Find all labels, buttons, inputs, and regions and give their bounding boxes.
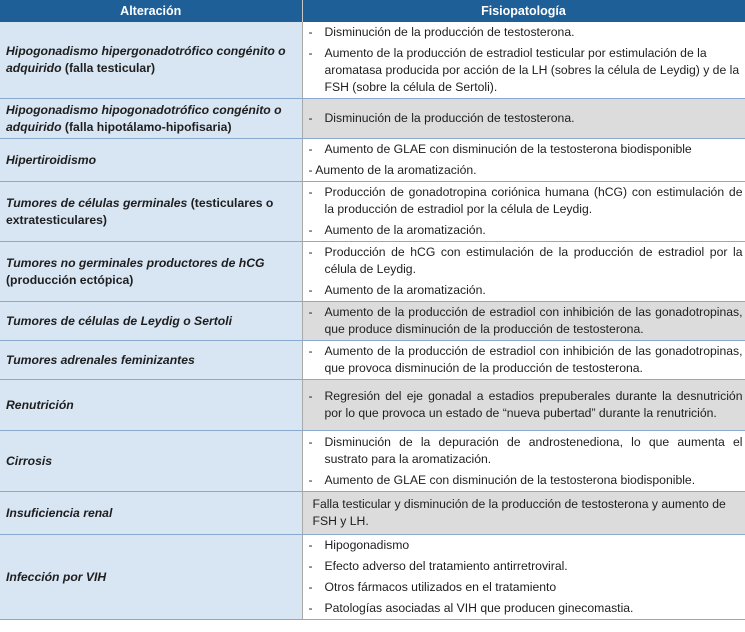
list-item-text: Aumento de la producción de estradiol con inhibición de las gonadotropinas, que produce disminución de la producción de testosterona.	[324, 305, 743, 336]
list-item	[303, 242, 745, 280]
list-item-text: Disminución de la producción de testosterona.	[324, 25, 575, 39]
bullet-dash: -	[308, 223, 313, 237]
list-item-text: Aumento de la aromatización.	[324, 283, 486, 297]
fisiopatologia-list	[303, 386, 745, 424]
list-item-text: Disminución de la producción de testosterona.	[324, 111, 575, 125]
bullet-dash: -	[308, 283, 313, 297]
table-row	[0, 492, 745, 535]
list-item	[303, 182, 745, 220]
list-item	[303, 139, 745, 160]
bullet-dash: -	[308, 245, 313, 259]
alteracion-cell	[0, 341, 302, 380]
fisiopatologia-list	[303, 242, 745, 301]
alteracion-name: Tumores no germinales productores de hCG	[6, 255, 265, 270]
alteracion-cell	[0, 492, 302, 535]
alteracion-qualifier: (testiculares o extratesticulares)	[6, 195, 274, 227]
alteracion-cell	[0, 99, 302, 139]
table-row	[0, 431, 745, 492]
alteracion-name: Cirrosis	[6, 453, 53, 468]
bullet-dash: -	[308, 25, 313, 39]
bullet-dash: -	[308, 580, 313, 594]
alteracion-cell	[0, 302, 302, 341]
table-row	[0, 242, 745, 302]
alteracion-qualifier: (falla testicular)	[64, 61, 156, 75]
bullet-dash: -	[308, 142, 313, 156]
fisiopatologia-list	[303, 535, 745, 619]
bullet-dash: -	[308, 472, 313, 487]
alteracion-cell	[0, 380, 302, 431]
fisiopatologia-cell	[302, 341, 745, 380]
table-row	[0, 99, 745, 139]
table-row	[0, 139, 745, 182]
fisiopatologia-cell	[302, 99, 745, 139]
list-item-text: Aumento de la producción de estradiol con inhibición de las gonadotropinas, que provoca disminución de la producción de testosterona.	[324, 344, 743, 375]
fisiopatologia-cell	[302, 302, 745, 341]
fisiopatologia-cell	[302, 242, 745, 302]
list-item-text: Patologías asociadas al VIH que producen ginecomastia.	[324, 601, 634, 615]
table-row	[0, 535, 745, 620]
list-item-text: Producción de hCG con estimulación de la producción de estradiol por la célula de Leydig.	[324, 245, 743, 276]
fisiopatologia-list	[303, 182, 745, 241]
list-item	[303, 302, 745, 340]
list-item-text: Producción de gonadotropina coriónica humana (hCG) con estimulación de la producción de estradiol por la célula de Leydig.	[324, 185, 743, 216]
list-item-text: Aumento de la producción de estradiol testicular por estimulación de la aromatasa producida por acción de la LH (sobres la célula de Leydig) y de la FSH (sobre la célula de Sertoli).	[324, 46, 740, 94]
list-item	[303, 22, 745, 43]
alteracion-name: Hipogonadismo hipergonadotrófico congénito o adquirido	[6, 44, 286, 75]
bullet-dash: -	[308, 559, 313, 573]
list-item-text: Aumento de la aromatización.	[324, 223, 486, 237]
bullet-dash: -	[308, 185, 313, 199]
alteracion-name: Hipogonadismo hipogonadotrófico congénito o adquirido	[6, 102, 282, 134]
fisiopatologia-list	[303, 302, 745, 340]
list-item	[303, 577, 745, 598]
list-item	[303, 43, 745, 98]
list-item	[303, 220, 745, 241]
alteracion-name: Tumores de células germinales	[6, 195, 188, 210]
list-item-text: Regresión del eje gonadal a estadios prepuberales durante la desnutrición por lo que provoca un estado de “nueva pubertad” durante la renutrición.	[324, 389, 743, 420]
fisiopatologia-cell	[302, 22, 745, 99]
list-item	[303, 556, 745, 577]
fisiopatologia-list	[303, 432, 745, 491]
alteracion-cell	[0, 242, 302, 302]
alteracion-name: Infección por VIH	[6, 569, 107, 584]
bullet-dash: -	[308, 389, 313, 403]
fisiopatologia-cell	[302, 535, 745, 620]
alteracion-name: Renutrición	[6, 397, 74, 412]
list-item-text: Aumento de GLAE con disminución de la testosterona biodisponible.	[324, 472, 696, 487]
list-item-text: Efecto adverso del tratamiento antirretroviral.	[324, 559, 568, 573]
loose-line: - Aumento de la aromatización.	[308, 163, 477, 177]
fisiopatologia-list	[303, 22, 745, 98]
plain-text: Falla testicular y disminución de la producción de testosterona y aumento de FSH y LH.	[312, 497, 726, 528]
alteracion-cell	[0, 535, 302, 620]
list-item	[303, 341, 745, 379]
fisiopatologia-list	[303, 108, 745, 129]
alteracion-qualifier: (producción ectópica)	[6, 272, 134, 287]
header-fisiopatologia: Fisiopatología	[302, 0, 745, 22]
table-row	[0, 22, 745, 99]
list-item	[303, 432, 745, 470]
list-item	[303, 280, 745, 301]
alteracion-qualifier: (falla hipotálamo-hipofisaria)	[64, 119, 232, 134]
bullet-dash: -	[308, 111, 313, 125]
alteracion-cell	[0, 22, 302, 99]
fisiopatologia-cell	[302, 139, 745, 182]
list-item-text: Hipogonadismo	[324, 538, 410, 552]
alteracion-cell	[0, 139, 302, 182]
fisiopatologia-cell	[302, 182, 745, 242]
fisiopatologia-list	[303, 139, 745, 160]
list-item-text: Otros fármacos utilizados en el tratamiento	[324, 580, 557, 594]
list-item-text: Disminución de la depuración de androstenediona, lo que aumenta el sustrato para la aromatización.	[324, 434, 743, 466]
alteracion-name: Tumores de células de Leydig o Sertoli	[6, 313, 232, 328]
table-row	[0, 341, 745, 380]
fisiopatologia-cell	[302, 492, 745, 535]
alteracion-cell	[0, 182, 302, 242]
list-item-text: Aumento de GLAE con disminución de la testosterona biodisponible	[324, 142, 692, 156]
bullet-dash: -	[308, 305, 313, 319]
fisiopatologia-cell	[302, 380, 745, 431]
bullet-dash: -	[308, 601, 313, 615]
table-row	[0, 302, 745, 341]
bullet-dash: -	[308, 344, 313, 358]
fisiopatologia-list	[303, 341, 745, 379]
table-header-row	[0, 0, 745, 22]
bullet-dash: -	[308, 538, 313, 552]
table-row	[0, 182, 745, 242]
list-item	[303, 598, 745, 619]
alteracion-name: Hipertiroidismo	[6, 152, 97, 167]
table-row	[0, 380, 745, 431]
list-item	[303, 108, 745, 129]
list-item	[303, 386, 745, 424]
list-item	[303, 470, 745, 491]
header-alteracion: Alteración	[0, 0, 302, 22]
alteracion-name: Insuficiencia renal	[6, 505, 113, 520]
alteracion-cell	[0, 431, 302, 492]
alteracion-name: Tumores adrenales feminizantes	[6, 352, 195, 367]
list-item	[303, 535, 745, 556]
bullet-dash: -	[308, 46, 313, 60]
fisiopatologia-cell	[302, 431, 745, 492]
bullet-dash: -	[308, 434, 313, 449]
